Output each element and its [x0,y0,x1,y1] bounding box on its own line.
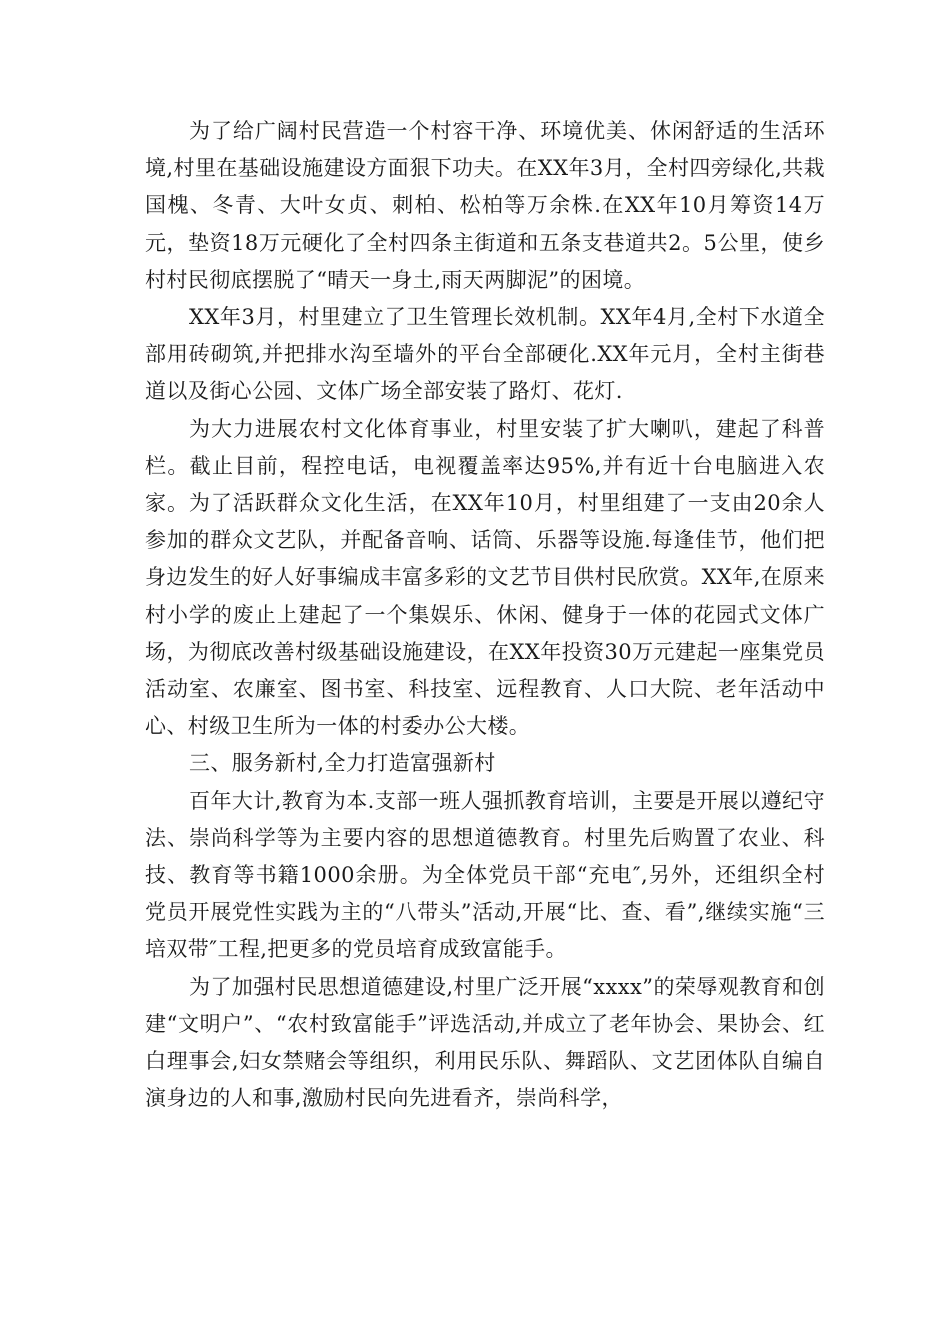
paragraph-sanitation: XX年3月，村里建立了卫生管理长效机制。XX年4月,全村下水道全部用砖砌筑,并把排水沟至墙外的平台全部硬化.XX年元月，全村主街巷道以及街心公园、文体广场全部安装了路灯、花灯. [145,305,825,404]
paragraph-culture: 为大力进展农村文化体育事业，村里安装了扩大喇叭，建起了科普栏。截止目前，程控电话，电视覆盖率达95%,并有近十台电脑进入农家。为了活跃群众文化生活，在XX年10月，村里组建了一支由20余人参加的群众文艺队，并配备音响、话筒、乐器等设施.每逢佳节，他们把身边发生的好人好事编成丰富多彩的文艺节目供村民欣赏。XX年,在原来村小学的废止上建起了一个集娱乐、休闲、健身于一体的花园式文体广场，为彻底改善村级基础设施建设，在XX年投资30万元建起一座集党员活动室、农廉室、图书室、科技室、远程教育、人口大院、老年活动中心、村级卫生所为一体的村委办公大楼。 [145,416,825,739]
section-heading: 三、服务新村,全力打造富强新村 [189,751,496,776]
paragraph-environment: 为了给广阔村民营造一个村容干净、环境优美、休闲舒适的生活环境,村里在基础设施建设方面狠下功夫。在XX年3月，全村四旁绿化,共栽国槐、冬青、大叶女贞、刺柏、松柏等万余株.在XX年10月筹资14万元，垫资18万元硬化了全村四条主街道和五条支巷道共2。5公里，使乡村村民彻底摆脱了“晴天一身土,雨天两脚泥”的困境。 [145,119,825,292]
paragraph-education: 百年大计,教育为本.支部一班人强抓教育培训，主要是开展以遵纪守法、崇尚科学等为主要内容的思想道德教育。村里先后购置了农业、科技、教育等书籍1000余册。为全体党员干部“充电″,另外，还组织全村党员开展党性实践为主的“八带头”活动,开展“比、查、看”,继续实施“三培双带″工程,把更多的党员培育成致富能手。 [145,788,825,962]
paragraph-morality: 为了加强村民思想道德建设,村里广泛开展“xxxx”的荣辱观教育和创建“文明户”、“农村致富能手”评选活动,并成立了老年协会、果协会、红白理事会,妇女禁赌会等组织，利用民乐队、舞蹈队、文艺团体队自编自演身边的人和事,激励村民向先进看齐，崇尚科学， [145,974,825,1111]
document-body [145,113,825,1117]
